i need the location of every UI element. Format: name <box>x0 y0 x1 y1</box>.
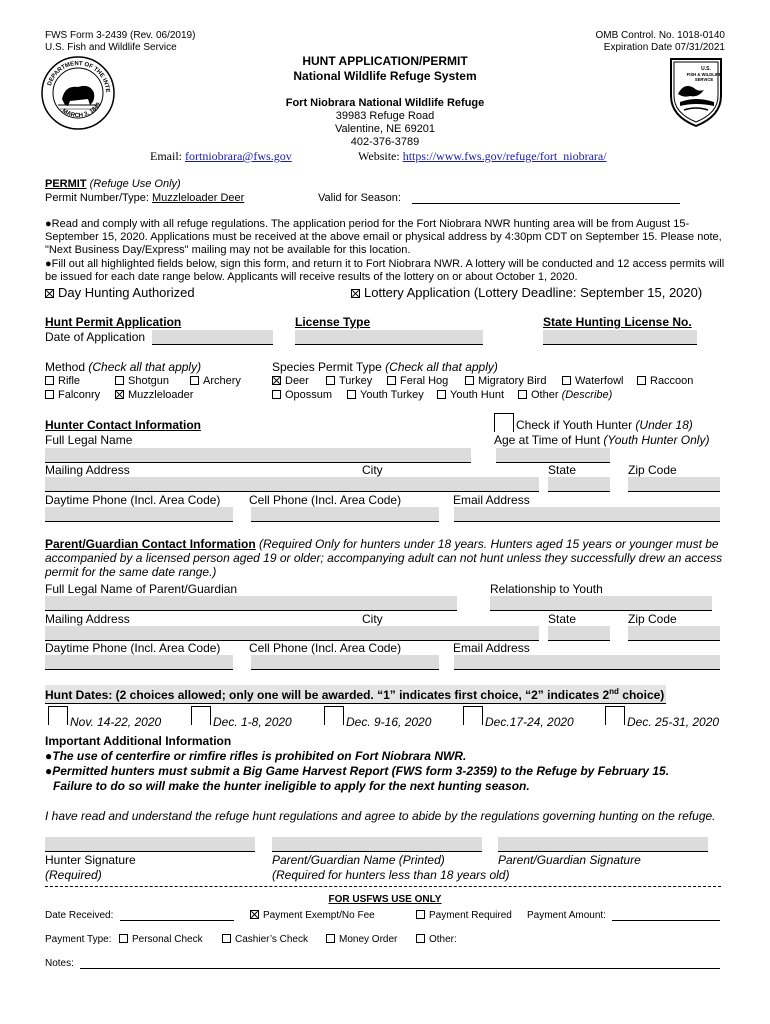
date-choice-5-box[interactable] <box>605 706 625 725</box>
agreement-text: I have read and understand the refuge hunt regulations and agree to abide by the regulations governing hunting on the refuge. <box>45 809 716 823</box>
guardian-cell-phone-field[interactable] <box>251 655 439 670</box>
date-received-label: Date Received: <box>45 910 114 921</box>
permit-number: Permit Number/Type: Muzzleloader Deer <box>45 192 245 204</box>
notes-label: Notes: <box>45 958 74 969</box>
guardian-name-required: (Required for hunters less than 18 years old) <box>272 868 510 882</box>
lottery-option: Lottery Application (Lottery Deadline: September 15, 2020) <box>351 285 702 300</box>
hunter-full-name-label: Full Legal Name <box>45 433 133 447</box>
guardian-mailing-label: Mailing Address <box>45 612 130 626</box>
hunter-mailing-field[interactable] <box>45 477 539 492</box>
guardian-mailing-field[interactable] <box>45 626 539 641</box>
species-opossum: Opossum <box>272 389 332 401</box>
species-label: Species Permit Type (Check all that apply) <box>272 360 498 374</box>
form-id: FWS Form 3-2439 (Rev. 06/2019) <box>45 30 196 41</box>
hunter-day-phone-label: Daytime Phone (Incl. Area Code) <box>45 493 221 507</box>
license-type-field[interactable] <box>295 330 483 345</box>
svg-text:FISH & WILDLIFE: FISH & WILDLIFE <box>686 72 722 77</box>
refuge-phone: 402-376-3789 <box>350 136 420 148</box>
hunter-contact-heading: Hunter Contact Information <box>45 418 201 432</box>
method-archery: Archery <box>190 375 241 387</box>
hunt-dates-heading: Hunt Dates: (2 choices allowed; only one will be awarded. “1” indicates first choice, “2” indicates 2nd choice) <box>45 687 665 702</box>
important-bullet-2b: Failure to do so will make the hunter ineligible to apply for the next hunting season. <box>53 779 530 793</box>
archery-checkbox[interactable] <box>190 376 199 385</box>
money-order-option: Money Order <box>326 934 397 946</box>
guardian-email-field[interactable] <box>454 655 720 670</box>
important-heading: Important Additional Information <box>45 734 232 748</box>
youth-hunter-label: Check if Youth Hunter (Under 18) <box>516 418 693 432</box>
refuge-address-2: Valentine, NE 69201 <box>334 123 436 135</box>
date-choice-4-label: Dec.17-24, 2020 <box>485 715 574 729</box>
age-field[interactable] <box>496 448 610 463</box>
date-received-field[interactable] <box>120 920 234 921</box>
email-link[interactable]: fortniobrara@fws.gov <box>185 149 292 163</box>
date-choice-3-box[interactable] <box>324 706 344 725</box>
instructions-para-1: ●Read and comply with all refuge regulations. The application period for the Fort Niobrara NWR hunting area will be from August 15-September 15, 2020. Applications must be received at the above email or physical address by 4:30pm CDT on September 15. Please note, "Next Business Day/Express" mailing may not be available for this location. <box>45 218 722 256</box>
state-license-field[interactable] <box>543 330 697 345</box>
form-subtitle: National Wildlife Refuge System <box>293 69 477 83</box>
guardian-cell-phone-label: Cell Phone (Incl. Area Code) <box>249 641 402 655</box>
deer-checkbox[interactable] <box>272 376 281 385</box>
payment-exempt-option: Payment Exempt/No Fee <box>250 910 375 922</box>
payment-amount-field[interactable] <box>612 920 720 921</box>
website-label: Website: <box>358 149 403 163</box>
payment-required-checkbox[interactable] <box>416 910 425 919</box>
valid-season-field[interactable] <box>412 203 680 204</box>
website-line <box>358 149 607 163</box>
date-choice-3-label: Dec. 9-16, 2020 <box>346 715 432 729</box>
turkey-checkbox[interactable] <box>326 376 335 385</box>
guardian-zip-field[interactable] <box>628 626 720 641</box>
office-heading: FOR USFWS USE ONLY <box>328 894 442 905</box>
date-choice-2-label: Dec. 1-8, 2020 <box>213 715 292 729</box>
hunter-cell-phone-label: Cell Phone (Incl. Area Code) <box>249 493 402 507</box>
species-other: Other (Describe) <box>518 389 612 401</box>
method-label: Method (Check all that apply) <box>45 360 202 374</box>
permit-number-value: Muzzleloader Deer <box>151 192 245 204</box>
guardian-city-label: City <box>362 612 383 626</box>
species-raccoon: Raccoon <box>637 375 693 387</box>
date-choice-5-label: Dec. 25-31, 2020 <box>627 715 720 729</box>
payment-exempt-checkbox[interactable] <box>250 910 259 919</box>
date-choice-2-box[interactable] <box>191 706 211 725</box>
date-of-app-label: Date of Application <box>45 330 146 344</box>
hunter-state-field[interactable] <box>548 477 610 492</box>
guardian-heading: Parent/Guardian Contact Information (Required Only for hunters under 18 years. Hunters aged 15 years or younger must be accompanied by a licensed person aged 19 or older; accompanying adult can not hunt unless they successfully drew an access permit for the same date range.) <box>45 537 723 579</box>
guardian-signature-label: Parent/Guardian Signature <box>498 853 641 867</box>
hunter-state-label: State <box>548 463 577 477</box>
guardian-relationship-label: Relationship to Youth <box>490 582 603 596</box>
valid-season-label: Valid for Season: <box>318 192 401 204</box>
guardian-zip-label: Zip Code <box>628 612 677 626</box>
species-feral-hog: Feral Hog <box>387 375 448 387</box>
species-waterfowl: Waterfowl <box>562 375 624 387</box>
refuge-name: Fort Niobrara National Wildlife Refuge <box>285 97 485 109</box>
species-deer: Deer <box>272 375 309 387</box>
important-bullet-1: ●The use of centerfire or rimfire rifles is prohibited on Fort Niobrara NWR. <box>45 749 467 763</box>
website-link[interactable]: https://www.fws.gov/refuge/fort_niobrara/ <box>402 149 607 163</box>
method-shotgun: Shotgun <box>115 375 169 387</box>
guardian-relationship-field[interactable] <box>490 596 712 611</box>
method-falconry: Falconry <box>45 389 100 401</box>
method-rifle: Rifle <box>45 375 80 387</box>
species-migratory-bird: Migratory Bird <box>465 375 546 387</box>
date-choice-1-box[interactable] <box>48 706 68 725</box>
payment-type-label: Payment Type: <box>45 934 112 945</box>
shotgun-checkbox[interactable] <box>115 376 124 385</box>
other-species-checkbox[interactable] <box>518 390 527 399</box>
youth-turkey-checkbox[interactable] <box>347 390 356 399</box>
falconry-checkbox[interactable] <box>45 390 54 399</box>
hunter-zip-field[interactable] <box>628 477 720 492</box>
license-type-label: License Type <box>295 315 371 329</box>
guardian-state-field[interactable] <box>548 626 610 641</box>
state-license-label: State Hunting License No. <box>543 315 692 329</box>
day-hunting-option: Day Hunting Authorized <box>45 285 195 300</box>
date-choice-4-box[interactable] <box>463 706 483 725</box>
email-label: Email: <box>150 149 185 163</box>
personal-check-checkbox[interactable] <box>119 934 128 943</box>
payment-required-option: Payment Required <box>416 910 512 922</box>
guardian-day-phone-label: Daytime Phone (Incl. Area Code) <box>45 641 221 655</box>
hunter-cell-phone-field[interactable] <box>251 507 439 522</box>
guardian-email-label: Email Address <box>453 641 530 655</box>
other-payment-checkbox[interactable] <box>416 934 425 943</box>
other-payment-option: Other: <box>416 934 457 946</box>
migratory-bird-checkbox[interactable] <box>465 376 474 385</box>
instructions-para-2: ●Fill out all highlighted fields below, sign this form, and return it to Fort Niobrara NWR. A lottery will be conducted and 12 access permits will be issued for each date range below. Applicants will receive results of the lottery on or about October 1, 2020. <box>45 258 725 283</box>
date-of-app-field[interactable] <box>152 330 273 345</box>
guardian-full-name-label: Full Legal Name of Parent/Guardian <box>45 582 238 596</box>
raccoon-checkbox[interactable] <box>637 376 646 385</box>
cashiers-check-option: Cashier’s Check <box>222 934 308 946</box>
youth-hunt-checkbox[interactable] <box>437 390 446 399</box>
hunter-day-phone-field[interactable] <box>45 507 233 522</box>
hunter-signature-label: Hunter Signature <box>45 853 136 867</box>
cashiers-check-checkbox[interactable] <box>222 934 231 943</box>
method-muzzleloader: Muzzleloader <box>115 389 193 401</box>
hunter-email-field[interactable] <box>454 507 720 522</box>
hunter-zip-label: Zip Code <box>628 463 677 477</box>
waterfowl-checkbox[interactable] <box>562 376 571 385</box>
payment-amount-label: Payment Amount: <box>527 910 606 921</box>
money-order-checkbox[interactable] <box>326 934 335 943</box>
guardian-state-label: State <box>548 612 577 626</box>
species-turkey: Turkey <box>326 375 372 387</box>
hunter-signature-required: (Required) <box>45 868 102 882</box>
guardian-signature-field[interactable] <box>498 837 708 852</box>
muzzleloader-checkbox[interactable] <box>115 390 124 399</box>
important-bullet-2a: ●Permitted hunters must submit a Big Game Harvest Report (FWS form 3-2359) to the Refuge by February 15. <box>45 764 670 778</box>
age-label: Age at Time of Hunt (Youth Hunter Only) <box>494 433 710 447</box>
hunter-full-name-field[interactable] <box>45 448 471 463</box>
guardian-day-phone-field[interactable] <box>45 655 233 670</box>
email-line <box>150 149 292 163</box>
youth-hunter-checkbox[interactable] <box>494 413 514 432</box>
refuge-address-1: 39983 Refuge Road <box>335 110 435 122</box>
day-hunting-checkbox[interactable] <box>45 289 54 298</box>
date-choice-1-label: Nov. 14-22, 2020 <box>70 715 162 729</box>
species-youth-hunt: Youth Hunt <box>437 389 504 401</box>
svg-text:SERVICE: SERVICE <box>694 77 714 82</box>
hunter-email-label: Email Address <box>453 493 530 507</box>
omb-number: OMB Control. No. 1018-0140 <box>595 30 725 41</box>
guardian-name-field[interactable] <box>272 837 482 852</box>
permit-heading: PERMIT (Refuge Use Only) <box>45 178 181 190</box>
hunt-permit-app-heading: Hunt Permit Application <box>45 315 182 329</box>
office-divider <box>45 886 721 887</box>
guardian-full-name-field[interactable] <box>45 596 457 611</box>
hunter-signature-field[interactable] <box>45 837 255 852</box>
form-title: HUNT APPLICATION/PERMIT <box>302 54 468 68</box>
svg-text:U.S.: U.S. <box>701 66 711 72</box>
svg-text:MARCH 3, 1849: MARCH 3, 1849 <box>60 101 103 120</box>
rifle-checkbox[interactable] <box>45 376 54 385</box>
svg-text:DEPARTMENT OF THE INTERIOR: DEPARTMENT OF THE INTE <box>47 60 111 93</box>
species-youth-turkey: Youth Turkey <box>347 389 424 401</box>
opossum-checkbox[interactable] <box>272 390 281 399</box>
agency-name: U.S. Fish and Wildlife Service <box>45 42 177 53</box>
lottery-checkbox[interactable] <box>351 289 360 298</box>
hunter-mailing-label: Mailing Address <box>45 463 130 477</box>
hunter-city-label: City <box>362 463 383 477</box>
expiration-date: Expiration Date 07/31/2021 <box>603 42 725 53</box>
notes-field[interactable] <box>80 968 720 969</box>
guardian-name-label: Parent/Guardian Name (Printed) <box>272 853 445 867</box>
feral-hog-checkbox[interactable] <box>387 376 396 385</box>
personal-check-option: Personal Check <box>119 934 203 946</box>
